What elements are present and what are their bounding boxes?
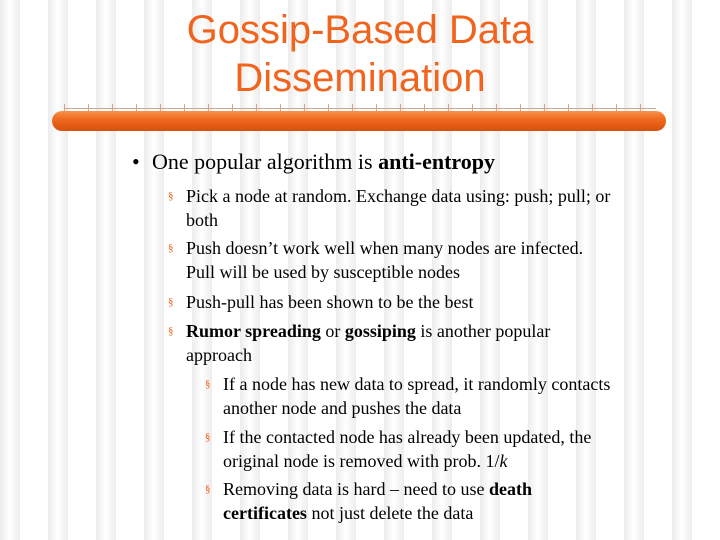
bullet-text: or	[320, 321, 345, 341]
subbullet-contacted-line2	[223, 449, 507, 473]
title-line-2: Dissemination	[234, 56, 486, 100]
subbullet-contacted-line1: If the contacted node has already been updated, the	[223, 427, 592, 447]
bold-term-gossiping: gossiping	[344, 321, 416, 341]
bullet-icon: •	[132, 149, 140, 174]
bullet-push-pull: Push-pull has been shown to be the best	[186, 292, 474, 312]
square-bullet-icon: §	[205, 378, 211, 390]
subbullet-removing-line2	[223, 501, 473, 525]
square-bullet-icon: §	[168, 190, 174, 202]
subbullet-removing-line1	[223, 477, 532, 501]
bullet-bold-term: anti-entropy	[378, 149, 496, 174]
subbullet-new-data-line2: another node and pushes the data	[223, 398, 462, 418]
title-line-1: Gossip-Based Data	[186, 8, 534, 52]
bold-term-rumor: Rumor spreading	[186, 321, 321, 341]
bullet-push-line2: Pull will be used by susceptible nodes	[186, 262, 460, 282]
bullet-rumor-line2: approach	[186, 345, 252, 365]
bullet-text: is another popular	[415, 321, 551, 341]
square-bullet-icon: §	[168, 242, 174, 254]
square-bullet-icon: §	[205, 483, 211, 495]
bullet-pick-node-line2: both	[186, 210, 219, 230]
bullet-push-line1: Push doesn’t work well when many nodes are infected.	[186, 238, 584, 258]
bullet-text: One popular algorithm is	[152, 149, 379, 174]
bullet-anti-entropy	[152, 150, 495, 174]
square-bullet-icon: §	[168, 325, 174, 337]
italic-k: k	[499, 451, 508, 471]
bullet-rumor-line1	[186, 319, 550, 343]
bold-term-death: death	[488, 479, 532, 499]
bold-term-certificates: certificates	[223, 503, 307, 523]
square-bullet-icon: §	[168, 296, 174, 308]
bullet-text: Removing data is hard – need to use	[223, 479, 489, 499]
square-bullet-icon: §	[205, 431, 211, 443]
bullet-text: original node is removed with prob. 1/	[223, 451, 500, 471]
bullet-text: not just delete the data	[306, 503, 474, 523]
subbullet-new-data-line1: If a node has new data to spread, it randomly contacts	[223, 374, 611, 394]
bullet-pick-node-line1: Pick a node at random. Exchange data using: push; pull; or	[186, 186, 611, 206]
